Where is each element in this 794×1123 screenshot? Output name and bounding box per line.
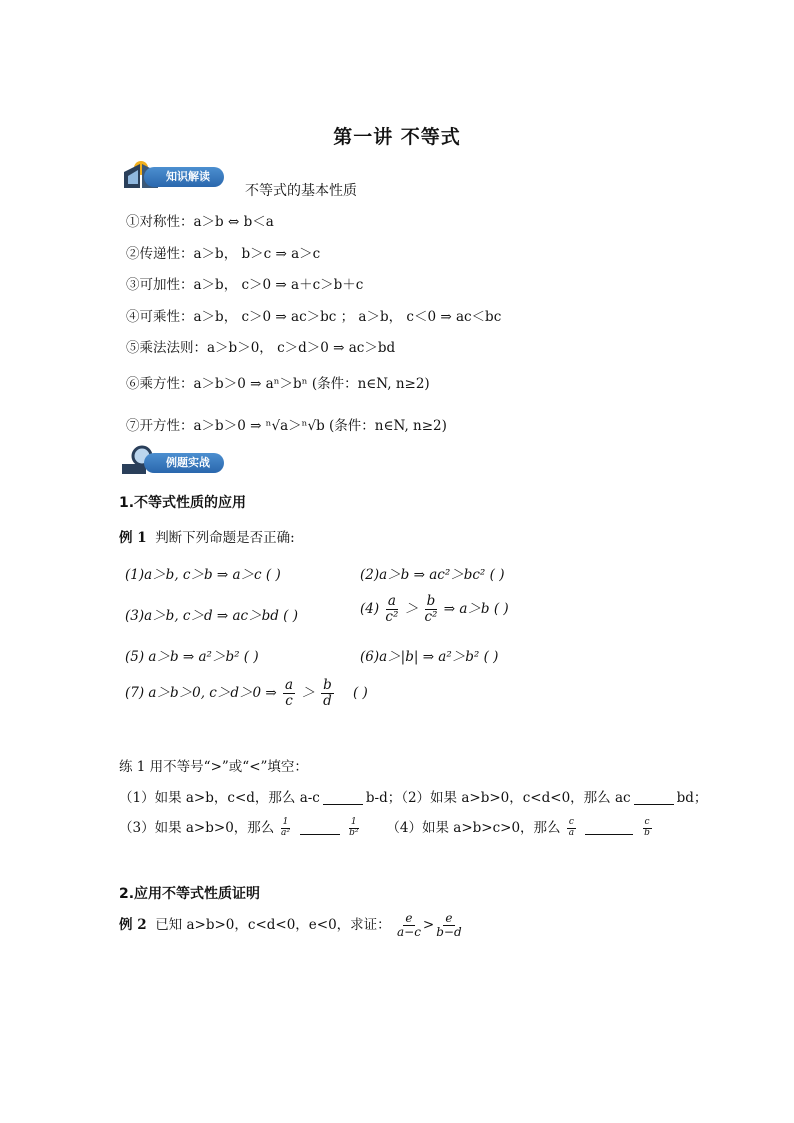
example-label: 例 1 — [119, 530, 147, 546]
property-item: ③可加性：a＞b， c＞0 ⇒ a＋c＞b＋c — [126, 277, 364, 293]
proposition-1: (1)a＞b, c＞b ⇒ a＞c ( ) — [125, 567, 281, 583]
property-item: ②传递性：a＞b， b＞c ⇒ a＞c — [126, 246, 321, 262]
practice-1-line-1: （1）如果 a>b，c<d，那么 a-c b-d；（2）如果 a>b>0，c<d<0，那么 ac bd； — [119, 790, 708, 806]
answer-blank[interactable] — [323, 803, 363, 805]
section-heading: 2.应用不等式性质证明 — [119, 886, 261, 902]
property-item: ⑤乘法法则：a＞b＞0， c＞d＞0 ⇒ ac＞bd — [126, 340, 396, 356]
example-2-prompt: 例 2 已知 a>b>0，c<d<0，e<0，求证： $\frac{e}{a-c}$ > $\frac{e}{b-d}$ — [119, 911, 462, 940]
practice-1-line-2: （3）如果 a>b>0，那么 $\frac{1}{\text{a²}}$ $\frac{1}{\text{b²}}$ （4）如果 a>b>c>0，那么 $\frac{c}{a}$ $\frac{c}{b}$ — [119, 817, 650, 838]
knowledge-banner — [120, 164, 240, 188]
practice-1-intro: 练 1 用不等号“>”或“<”填空： — [119, 759, 308, 775]
proposition-5: (5) a＞b ⇒ a²＞b² ( ) — [125, 649, 259, 665]
proposition-4: (4) $\frac{a}{\text{c²}}$ ＞ $\frac{b}{\text{c²}}$ ⇒ a＞b ( ) — [360, 593, 509, 625]
example-text: 判断下列命题是否正确: — [155, 530, 295, 546]
property-item: ⑥乘方性：a＞b＞0 ⇒ aⁿ＞bⁿ (条件：n∈N, n≥2) — [126, 376, 430, 392]
page-title: 第一讲 不等式 — [333, 126, 461, 148]
answer-blank[interactable] — [585, 833, 633, 835]
answer-blank[interactable] — [300, 833, 340, 835]
property-item: ①对称性：a＞b ⇔ b＜a — [126, 214, 274, 230]
example-1-prompt — [119, 526, 295, 546]
proposition-6: (6)a＞|b| ⇒ a²＞b² ( ) — [360, 649, 499, 665]
property-item: ⑦开方性：a＞b＞0 ⇒ ⁿ√a＞ⁿ√b (条件：n∈N, n≥2) — [126, 418, 447, 434]
banner-label: 知识解读 — [144, 167, 224, 187]
property-item: ④可乘性：a＞b， c＞0 ⇒ ac＞bc ； a＞b， c＜0 ⇒ ac＜bc — [126, 309, 502, 325]
examples-banner — [120, 450, 240, 474]
section-subtitle: 不等式的基本性质 — [245, 183, 357, 199]
proposition-2: (2)a＞b ⇒ ac²＞bc² ( ) — [360, 567, 505, 583]
banner-label: 例题实战 — [144, 453, 224, 473]
section-heading: 1.不等式性质的应用 — [119, 495, 247, 511]
proposition-7: (7) a＞b＞0, c＞d＞0 ⇒ $\frac{a}{c}$ ＞ $\frac{b}{d}$ ( ) — [125, 677, 368, 709]
example-label: 例 2 — [119, 917, 147, 934]
proposition-3: (3)a＞b, c＞d ⇒ ac＞bd ( ) — [125, 608, 299, 624]
answer-blank[interactable] — [634, 803, 674, 805]
